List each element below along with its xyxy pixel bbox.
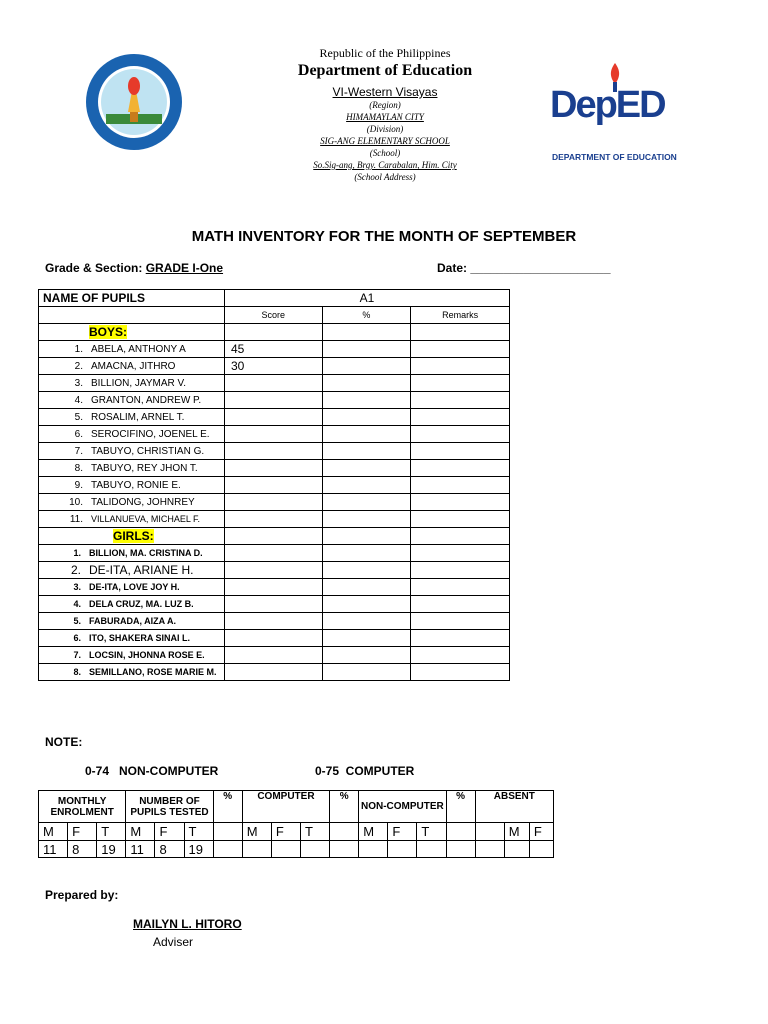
percent-header: %	[322, 307, 411, 324]
score-cell[interactable]: 30	[224, 358, 322, 375]
page-title: MATH INVENTORY FOR THE MONTH OF SEPTEMBER	[191, 228, 577, 245]
score-cell[interactable]	[224, 630, 322, 647]
table-row: 5. FABURADA, AIZA A.	[39, 613, 510, 630]
deped-logo	[550, 62, 675, 166]
table-row: 8. TABUYO, REY JHON T.	[39, 460, 510, 477]
score-cell[interactable]	[224, 545, 322, 562]
computer-header: COMPUTER	[242, 791, 329, 823]
prepared-label: Prepared by:	[45, 888, 119, 902]
tested-header: NUMBER OF PUPILS TESTED	[126, 791, 213, 823]
table-row: 2. AMACNA, JITHRO 30	[39, 358, 510, 375]
table-row: 6. SEROCIFINO, JOENEL E.	[39, 426, 510, 443]
grade-section	[45, 261, 223, 275]
enrolment-m: 11	[39, 841, 68, 858]
table-row: 3. BILLION, JAYMAR V.	[39, 375, 510, 392]
division-label: (Division)	[366, 124, 404, 134]
non-computer-range: 0-74 NON-COMPUTER	[85, 764, 219, 778]
percent-header-1: %	[213, 791, 242, 823]
division-name: HIMAMAYLAN CITY	[346, 112, 424, 122]
score-cell[interactable]	[224, 409, 322, 426]
table-row: 11. VILLANUEVA, MICHAEL F.	[39, 511, 510, 528]
enrolment-f: 8	[68, 841, 97, 858]
score-cell[interactable]	[224, 426, 322, 443]
girls-label: GIRLS:	[113, 529, 154, 543]
date-blank: ____________________	[477, 261, 611, 275]
score-cell[interactable]	[224, 375, 322, 392]
score-cell[interactable]	[224, 477, 322, 494]
grade-value: GRADE I-One	[145, 261, 224, 275]
table-row: 4. DELA CRUZ, MA. LUZ B.	[39, 596, 510, 613]
score-cell[interactable]	[224, 613, 322, 630]
deped-logo-text: DepED	[550, 84, 665, 126]
score-cell[interactable]	[224, 460, 322, 477]
tested-f: 8	[155, 841, 184, 858]
preparer-title: Adviser	[153, 935, 194, 949]
table-row: 1. BILLION, MA. CRISTINA D.	[39, 545, 510, 562]
table-row: 1. ABELA, ANTHONY A 45	[39, 341, 510, 358]
department-title: Department of Education	[297, 62, 473, 79]
table-row: 4. GRANTON, ANDREW P.	[39, 392, 510, 409]
region-name: VI-Western Visayas	[332, 85, 438, 99]
a1-header: A1	[224, 290, 509, 307]
score-cell[interactable]	[224, 579, 322, 596]
date-label: Date: _	[437, 261, 478, 275]
remarks-header: Remarks	[411, 307, 510, 324]
score-cell[interactable]	[224, 443, 322, 460]
table-row: 10. TALIDONG, JOHNREY	[39, 494, 510, 511]
score-cell[interactable]	[224, 664, 322, 681]
school-address: So.Sig-ang, Brgy. Carabalan, Him. City	[313, 160, 457, 170]
division-seal	[84, 52, 184, 152]
score-cell[interactable]: 45	[224, 341, 322, 358]
score-cell[interactable]	[224, 562, 322, 579]
score-cell[interactable]	[224, 494, 322, 511]
score-cell[interactable]	[224, 596, 322, 613]
noncomputer-header: NON-COMPUTER	[359, 791, 446, 823]
grade-label: Grade & Section:	[45, 261, 143, 275]
percent-header-3: %	[446, 791, 475, 823]
score-cell[interactable]	[224, 392, 322, 409]
tested-m: 11	[126, 841, 155, 858]
table-row: 8. SEMILLANO, ROSE MARIE M.	[39, 664, 510, 681]
table-row: 3. DE-ITA, LOVE JOY H.	[39, 579, 510, 596]
percent-header-2: %	[330, 791, 359, 823]
score-cell[interactable]	[224, 511, 322, 528]
school-label: (School)	[369, 148, 401, 158]
table-row: 9. TABUYO, RONIE E.	[39, 477, 510, 494]
deped-caption: DEPARTMENT OF EDUCATION	[552, 152, 677, 162]
region-label: (Region)	[369, 100, 401, 110]
table-row: 7. TABUYO, CHRISTIAN G.	[39, 443, 510, 460]
date-field	[437, 261, 611, 275]
summary-table: MONTHLY ENROLMENT NUMBER OF PUPILS TESTED % COMPUTER % NON-COMPUTER % ABSENT M F T M F T M F T M F T M F 11 8 19 11 8 19	[38, 790, 554, 858]
school-name: SIG-ANG ELEMENTARY SCHOOL	[320, 136, 450, 146]
table-row: 5. ROSALIM, ARNEL T.	[39, 409, 510, 426]
table-row: 6. ITO, SHAKERA SINAI L.	[39, 630, 510, 647]
note-label: NOTE:	[45, 735, 83, 749]
enrolment-header: MONTHLY ENROLMENT	[39, 791, 126, 823]
boys-label: BOYS:	[89, 325, 128, 339]
tested-t: 19	[184, 841, 213, 858]
absent-header: ABSENT	[475, 791, 553, 823]
score-cell[interactable]	[224, 647, 322, 664]
table-row: 7. LOCSIN, JHONNA ROSE E.	[39, 647, 510, 664]
pupils-table	[38, 289, 510, 681]
computer-range: 0-75 COMPUTER	[315, 764, 415, 778]
table-row: 2. DE-ITA, ARIANE H.	[39, 562, 510, 579]
republic-text: Republic of the Philippines	[319, 46, 451, 60]
address-label: (School Address)	[354, 172, 416, 182]
name-header: NAME OF PUPILS	[39, 290, 225, 307]
enrolment-t: 19	[97, 841, 126, 858]
score-header: Score	[224, 307, 322, 324]
preparer-name: MAILYN L. HITORO	[133, 917, 242, 931]
